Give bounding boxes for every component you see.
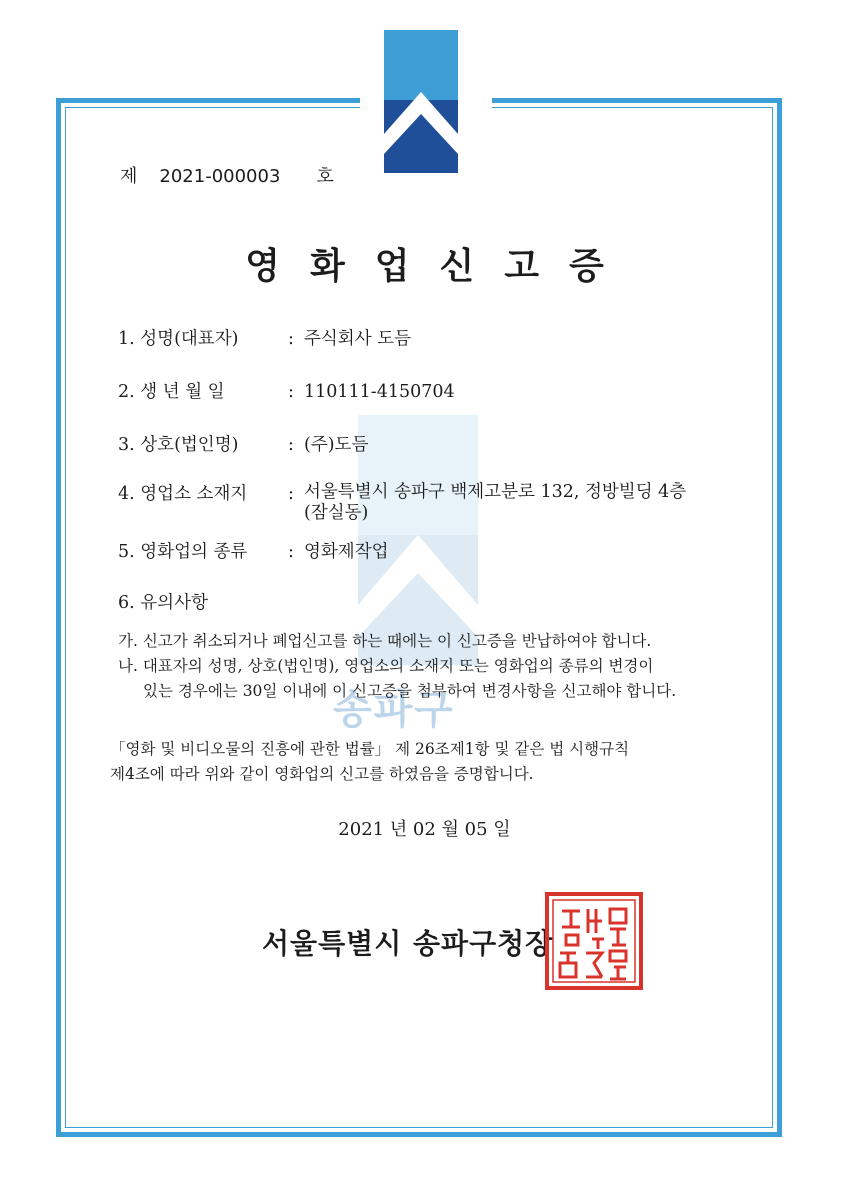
field-label: 6. 유의사항	[118, 593, 208, 613]
field-label: 3. 상호(법인명)	[118, 435, 239, 455]
field-colon: :	[288, 329, 294, 349]
field-value: 영화제작업	[304, 542, 389, 562]
field-label: 1. 성명(대표자)	[118, 329, 239, 349]
notice-line: 가. 신고가 취소되거나 폐업신고를 하는 때에는 이 신고증을 반납하여야 합니다.	[118, 632, 652, 650]
field-colon: :	[288, 435, 294, 455]
address-line-1: 서울특별시 송파구 백제고분로 132, 정방빌딩 4층	[304, 482, 687, 502]
document-number	[120, 162, 334, 188]
legal-line: 제4조에 따라 위와 같이 영화업의 신고를 하였음을 증명합니다.	[110, 765, 534, 783]
notice-text	[118, 629, 758, 704]
field-label: 2. 생 년 월 일	[118, 382, 225, 402]
field-label: 4. 영업소 소재지	[118, 484, 248, 504]
songpa-emblem-icon	[384, 30, 458, 173]
field-label: 5. 영화업의 종류	[118, 542, 248, 562]
notice-line: 나. 대표자의 성명, 상호(법인명), 영업소의 소재지 또는 영화업의 종류의 변경이	[118, 657, 654, 675]
issuer-name: 서울특별시 송파구청장	[262, 927, 554, 960]
official-seal-icon	[544, 891, 644, 991]
field-colon: :	[288, 382, 294, 402]
notice-line: 있는 경우에는 30일 이내에 이 신고증을 첨부하여 변경사항을 신고해야 합니다.	[143, 682, 677, 700]
field-value	[304, 482, 764, 524]
field-colon: :	[288, 484, 294, 504]
legal-line: 「영화 및 비디오물의 진흥에 관한 법률」 제 26조제1항 및 같은 법 시행규칙	[110, 740, 630, 758]
document-title: 영화업신고증	[245, 245, 634, 287]
field-value: 110111-4150704	[304, 382, 455, 402]
doc-number-prefix: 제	[120, 166, 138, 187]
field-colon: :	[288, 542, 294, 562]
address-line-2: (잠실동)	[304, 503, 369, 523]
legal-statement	[110, 737, 760, 787]
doc-number-value: 2021-000003	[159, 166, 281, 187]
watermark-text: 송파구	[333, 687, 455, 733]
issue-date: 2021 년 02 월 05 일	[338, 819, 511, 840]
field-value: 주식회사 도듬	[304, 329, 411, 349]
doc-number-suffix: 호	[316, 166, 334, 187]
field-value: (주)도듬	[304, 435, 369, 455]
